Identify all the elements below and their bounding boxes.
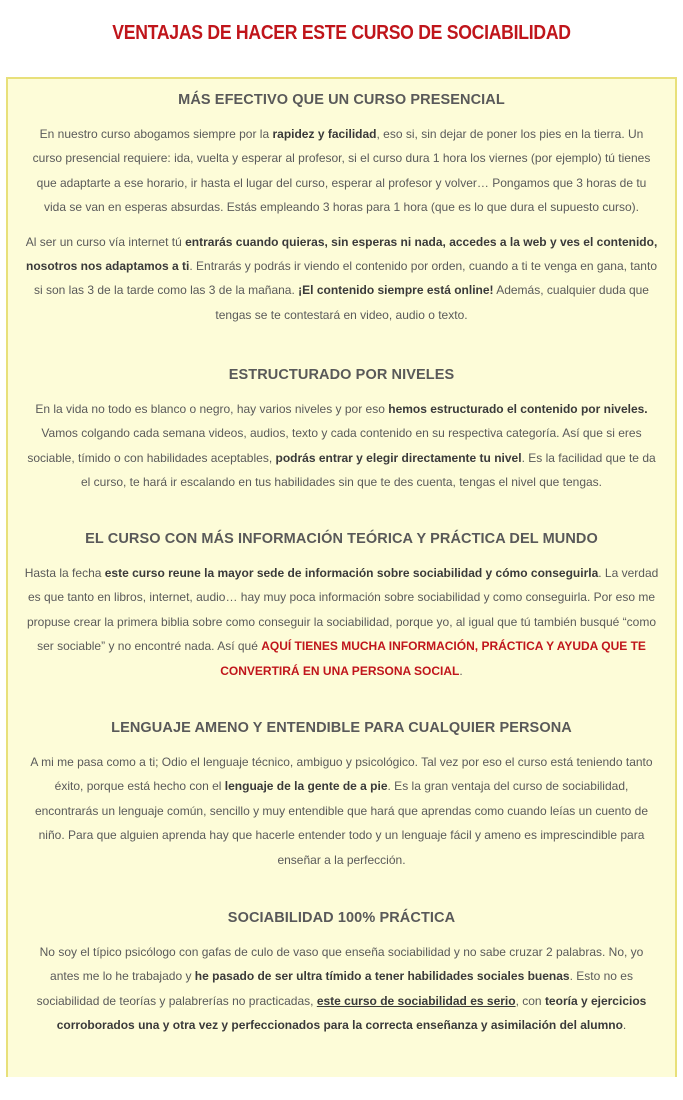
text-run: . Esto no es sociabilidad de teorías y palabrerías no practicadas, <box>36 969 633 1008</box>
text-run: En nuestro curso abogamos siempre por la <box>39 127 273 141</box>
section-presencial <box>8 92 675 327</box>
section-paragraph <box>8 122 675 220</box>
text-run: Además, cualquier duda que tengas se te contestará en video, audio o texto. <box>215 283 649 322</box>
text-run: . <box>459 663 463 678</box>
section-paragraph <box>8 940 675 1038</box>
section-heading: MÁS EFECTIVO QUE UN CURSO PRESENCIAL <box>178 92 505 108</box>
text-run: . <box>622 1018 627 1033</box>
bold-text: rapidez y facilidad <box>272 127 377 141</box>
section-paragraph <box>8 230 675 328</box>
section-lenguaje <box>8 720 675 872</box>
text-run: En la vida no todo es blanco o negro, hay varios niveles y por eso <box>35 402 389 416</box>
text-run: Al ser un curso vía internet tú <box>25 234 186 249</box>
section-niveles <box>8 367 675 495</box>
bold-text: este curso reune la mayor sede de información sobre sociabilidad y cómo conseguirla <box>104 566 599 580</box>
bold-text: hemos estructurado el contenido por niveles. <box>388 402 648 416</box>
bold-text: podrás entrar y elegir directamente tu nivel <box>275 450 522 465</box>
text-run: . La verdad es que tanto en libros, internet, audio… hay muy poca información sobre sociabilidad y como conseguirla. Por eso me propuse crear la primera biblia sobre como conseguir la sociabilidad, porque yo, al igual que tú también busqué “como ser sociable” y no encontré nada. Así qué <box>26 566 659 654</box>
section-heading: LENGUAJE AMENO Y ENTENDIBLE PARA CUALQUIER PERSONA <box>111 720 572 736</box>
bold-text: lenguaje de la gente de a pie <box>224 779 388 794</box>
text-run: , eso si, sin dejar de poner los pies en la tierra. Un curso presencial requiere: ida, vuelta y esperar al profesor, si el curso dura 1 hora los viernes (por ejemplo) tú tienes que adaptarte a ese horario, ir hasta el lugar del curso, esperar al profesor y volver… Pongamos que 3 horas de tu vida se van en esperas absurdas. Estás empleando 3 horas para 1 hora (que es lo que dura el supuesto curso). <box>32 127 651 215</box>
bold-text: he pasado de ser ultra tímido a tener habilidades sociales buenas <box>194 969 570 984</box>
content-box <box>6 77 677 1077</box>
section-paragraph <box>8 750 675 872</box>
section-paragraph <box>8 397 675 495</box>
section-paragraph <box>8 561 675 683</box>
section-heading: ESTRUCTURADO POR NIVELES <box>228 367 455 383</box>
text-run: , con <box>515 993 545 1008</box>
highlight-text: AQUÍ TIENES MUCHA INFORMACIÓN, PRÁCTICA Y AYUDA QUE TE CONVERTIRÁ EN UNA PERSONA SOCIAL <box>220 639 646 678</box>
text-run: No soy el típico psicólogo con gafas de culo de vaso que enseña sociabilidad y no sabe cruzar 2 palabras. No, yo antes me lo he trabajado y <box>39 945 644 984</box>
text-run: . Entrarás y podrás ir viendo el contenido por orden, cuando a ti te venga en gana, tanto si son las 3 de la tarde como las 3 de la mañana. <box>34 259 657 298</box>
page-title: VENTAJAS DE HACER ESTE CURSO DE SOCIABILIDAD <box>112 22 571 44</box>
text-run: A mi me pasa como a ti; Odio el lenguaje técnico, ambiguo y psicológico. Tal vez por eso el curso está teniendo tanto éxito, porque está hecho con el <box>30 755 653 794</box>
section-heading: EL CURSO CON MÁS INFORMACIÓN TEÓRICA Y PRÁCTICA DEL MUNDO <box>85 531 598 547</box>
text-run: . Es la gran ventaja del curso de sociabilidad, encontrarás un lenguaje común, sencillo y muy entendible que hará que aprendas como cuando leías un cuento de niño. Para que alguien aprenda hay que hacerle entender todo y un lenguaje fácil y ameno es imprescindible para enseñar a la perfección. <box>34 779 649 867</box>
bold-text: ¡El contenido siempre está online! <box>298 283 494 298</box>
section-practica <box>8 910 675 1038</box>
text-run: Hasta la fecha <box>24 566 105 580</box>
section-heading: SOCIABILIDAD 100% PRÁCTICA <box>227 910 456 926</box>
text-run: Vamos colgando cada semana videos, audios, texto y cada contenido en su respectiva categoría. Así que si eres sociable, tímido o con habilidades aceptables, <box>27 426 642 465</box>
bold-text: teoría y ejercicios corroborados una y otra vez y perfeccionados para la correcta enseñanza y asimilación del alumno <box>56 993 647 1033</box>
underlined-text: este curso de sociabilidad es serio <box>316 993 516 1008</box>
bold-text: entrarás cuando quieras, sin esperas ni nada, accedes a la web y ves el contenido, nosotros nos adaptamos a ti <box>25 234 658 274</box>
text-run: . Es la facilidad que te da el curso, te hará ir escalando en tus habilidades sin que te des cuenta, tengas el nivel que tengas. <box>80 450 656 490</box>
section-informacion <box>8 531 675 683</box>
